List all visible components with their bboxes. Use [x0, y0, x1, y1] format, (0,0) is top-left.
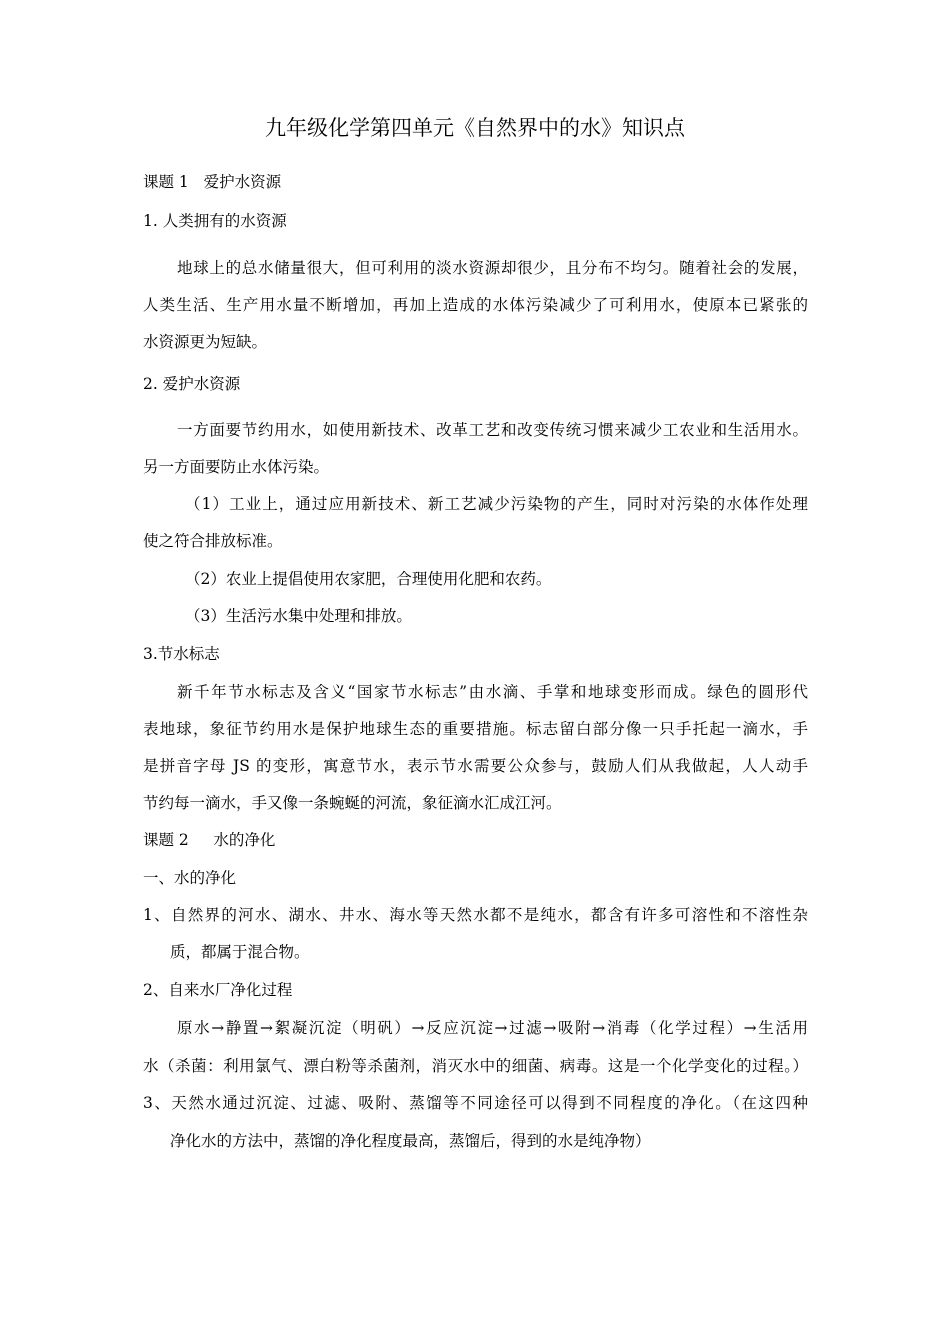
section3-line: 节约每一滴水，手又像一条蜿蜒的河流，象征滴水汇成江河。	[143, 794, 562, 812]
point3-line: 净化水的方法中，蒸馏的净化程度最高，蒸馏后，得到的水是纯净物）	[170, 1132, 651, 1150]
item2-line: （2）农业上提倡使用农家肥，合理使用化肥和农药。	[185, 570, 552, 588]
section2-line: 一方面要节约用水，如使用新技术、改革工艺和改变传统习惯来减少工农业和生活用水。	[177, 421, 808, 439]
document-title: 九年级化学第四单元《自然界中的水》知识点	[265, 116, 685, 140]
part1-heading: 一、水的净化	[143, 869, 237, 887]
lesson2-heading: 课题 2 水的净化	[143, 831, 276, 849]
point3-line: 3、天然水通过沉淀、过滤、吸附、蒸馏等不同途径可以得到不同程度的净化。（在这四种	[143, 1094, 808, 1112]
item1-line: 使之符合排放标准。	[143, 532, 283, 550]
section1-line: 水资源更为短缺。	[143, 333, 268, 351]
item1-line: （1）工业上，通过应用新技术、新工艺减少污染物的产生，同时对污染的水体作处理	[185, 495, 808, 513]
point2-line: 水（杀菌：利用氯气、漂白粉等杀菌剂，消灭水中的细菌、病毒。这是一个化学变化的过程。）	[143, 1057, 808, 1075]
section2-line: 另一方面要防止水体污染。	[143, 458, 330, 476]
lesson1-heading: 课题 1 爱护水资源	[143, 173, 282, 191]
section3-line: 表地球，象征节约用水是保护地球生态的重要措施。标志留白部分像一只手托起一滴水，手	[143, 720, 808, 738]
section1-line: 人类生活、生产用水量不断增加，再加上造成的水体污染减少了可利用水，使原本已紧张的	[143, 296, 808, 314]
section1-line: 地球上的总水储量很大，但可利用的淡水资源却很少，且分布不均匀。随着社会的发展，	[177, 259, 808, 277]
section2-heading: 2. 爱护水资源	[143, 375, 241, 393]
section3-line: 是拼音字母 JS 的变形，寓意节水，表示节水需要公众参与，鼓励人们从我做起，人人动手	[143, 757, 808, 775]
item3-line: （3）生活污水集中处理和排放。	[185, 607, 412, 625]
section3-heading: 3.节水标志	[143, 645, 220, 663]
point2-line: 原水→静置→絮凝沉淀（明矾）→反应沉淀→过滤→吸附→消毒（化学过程）→生活用	[177, 1019, 808, 1037]
section1-heading: 1. 人类拥有的水资源	[143, 212, 287, 230]
point1-line: 1、自然界的河水、湖水、井水、海水等天然水都不是纯水，都含有许多可溶性和不溶性杂	[143, 906, 808, 924]
section3-line: 新千年节水标志及含义“国家节水标志”由水滴、手掌和地球变形而成。绿色的圆形代	[177, 683, 808, 701]
point1-line: 质，都属于混合物。	[170, 943, 310, 961]
point2-heading: 2、自来水厂净化过程	[143, 981, 293, 999]
